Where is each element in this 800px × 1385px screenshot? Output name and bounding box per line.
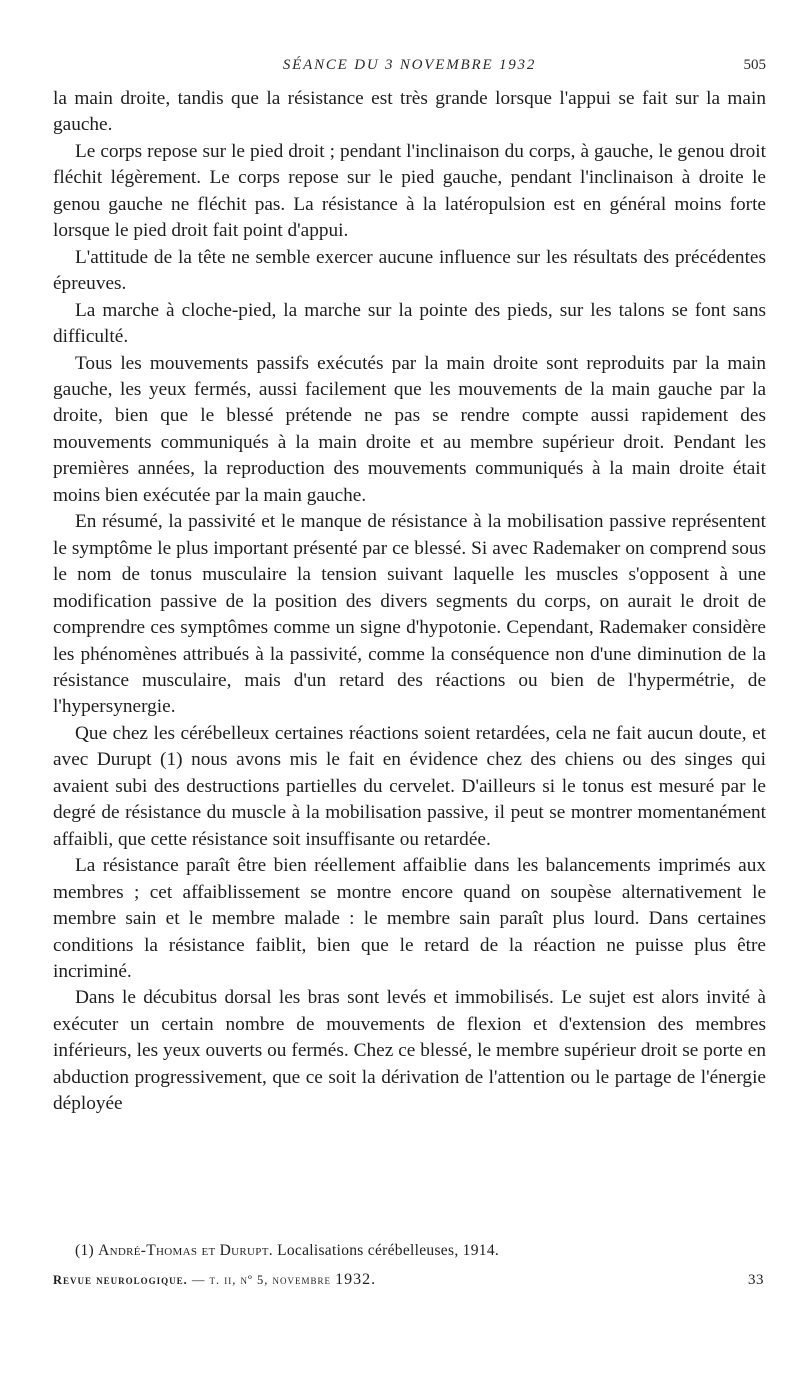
page-footer: [53, 1267, 766, 1291]
footnote-marker: (1): [75, 1242, 94, 1259]
paragraph-3: L'attitude de la tête ne semble exercer aucune influence sur les résultats des précédentes épreuves.: [53, 246, 766, 295]
footer-issue: — t. ii, nº 5, novembre: [191, 1273, 332, 1287]
footnote: [75, 1241, 765, 1261]
article-body: [53, 86, 766, 1118]
paragraph-1: la main droite, tandis que la résistance est très grande lorsque l'appui se fait sur la main gauche.: [53, 88, 766, 136]
paragraph-5: Tous les mouvements passifs exécutés par la main droite sont reproduits par la main gauche, les yeux fermés, aussi facilement que les mouvements de la main gauche par la droite, bien que le blessé prétende ne pas se rendre compte aussi rapidement des mouvements communiqués à la main droite et au membre supérieur droit. Pendant les premières années, la reproduction des mouvements communiqués à la main droite était moins bien exécutée par la main gauche.: [53, 352, 766, 506]
paragraph-6: En résumé, la passivité et le manque de résistance à la mobilisation passive représentent le symptôme le plus important présenté par ce blessé. Si avec Rademaker on comprend sous le nom de tonus musculaire la tension suivant laquelle les muscles s'opposent à une modification passive de la position des divers segments du corps, on aurait le droit de comprendre ces symptômes comme un signe d'hypotonie. Cependant, Rademaker considère les phénomènes attribués à la passivité, comme la conséquence non d'une diminution de la résistance musculaire, mais d'un retard des réactions ou bien de l'hypermétrie, de l'hypersynergie.: [53, 511, 766, 718]
paragraph-4: La marche à cloche-pied, la marche sur la pointe des pieds, sur les talons se font sans difficulté.: [53, 299, 766, 348]
signature-number: 33: [748, 1272, 764, 1288]
running-head: [53, 54, 766, 80]
paragraph-2: Le corps repose sur le pied droit ; pendant l'inclinaison du corps, à gauche, le genou droit fléchit légèrement. Le corps repose sur le pied gauche, pendant l'inclinaison à droite le genou gauche ne fléchit pas. La résistance à la latéropulsion est en général moins forte lorsque le pied droit fait point d'appui.: [53, 140, 766, 242]
paragraph-7: Que chez les cérébelleux certaines réactions soient retardées, cela ne fait aucun doute, et avec Durupt (1) nous avons mis le fait en évidence chez des chiens ou des singes qui avaient subi des destructions partielles du cervelet. D'ailleurs si le tonus est mesuré par le degré de résistance du muscle à la mobilisation passive, il peut se montrer momentanément affaibli, que cette résistance soit insuffisante ou retardée.: [53, 722, 766, 850]
footnote-text: Localisations cérébelleuses, 1914.: [277, 1242, 500, 1259]
journal-page: [53, 0, 766, 1385]
paragraph-8: La résistance paraît être bien réellement affaiblie dans les balancements imprimés aux membres ; cet affaiblissement se montre encore quand on soupèse alternativement le membre sain et le membre malade : le membre sain paraît plus lourd. Dans certaines conditions la résistance faiblit, bien que le retard de la réaction ne puisse plus être incriminé.: [53, 855, 766, 982]
footnote-authors: André-Thomas et Durupt.: [98, 1242, 273, 1259]
footer-journal-line: [53, 1271, 376, 1289]
footer-journal: Revue neurologique.: [53, 1273, 188, 1287]
page-number: 505: [743, 57, 766, 73]
paragraph-9: Dans le décubitus dorsal les bras sont levés et immobilisés. Le sujet est alors invité à exécuter un certain nombre de mouvements de flexion et d'extension des membres inférieurs, les yeux ouverts ou fermés. Chez ce blessé, le membre supérieur droit se porte en abduction progressivement, que ce soit la dérivation de l'attention ou le partage de l'énergie déployée: [53, 987, 766, 1115]
footer-year: 1932.: [335, 1271, 377, 1288]
running-title: SÉANCE DU 3 NOVEMBRE 1932: [282, 57, 537, 73]
